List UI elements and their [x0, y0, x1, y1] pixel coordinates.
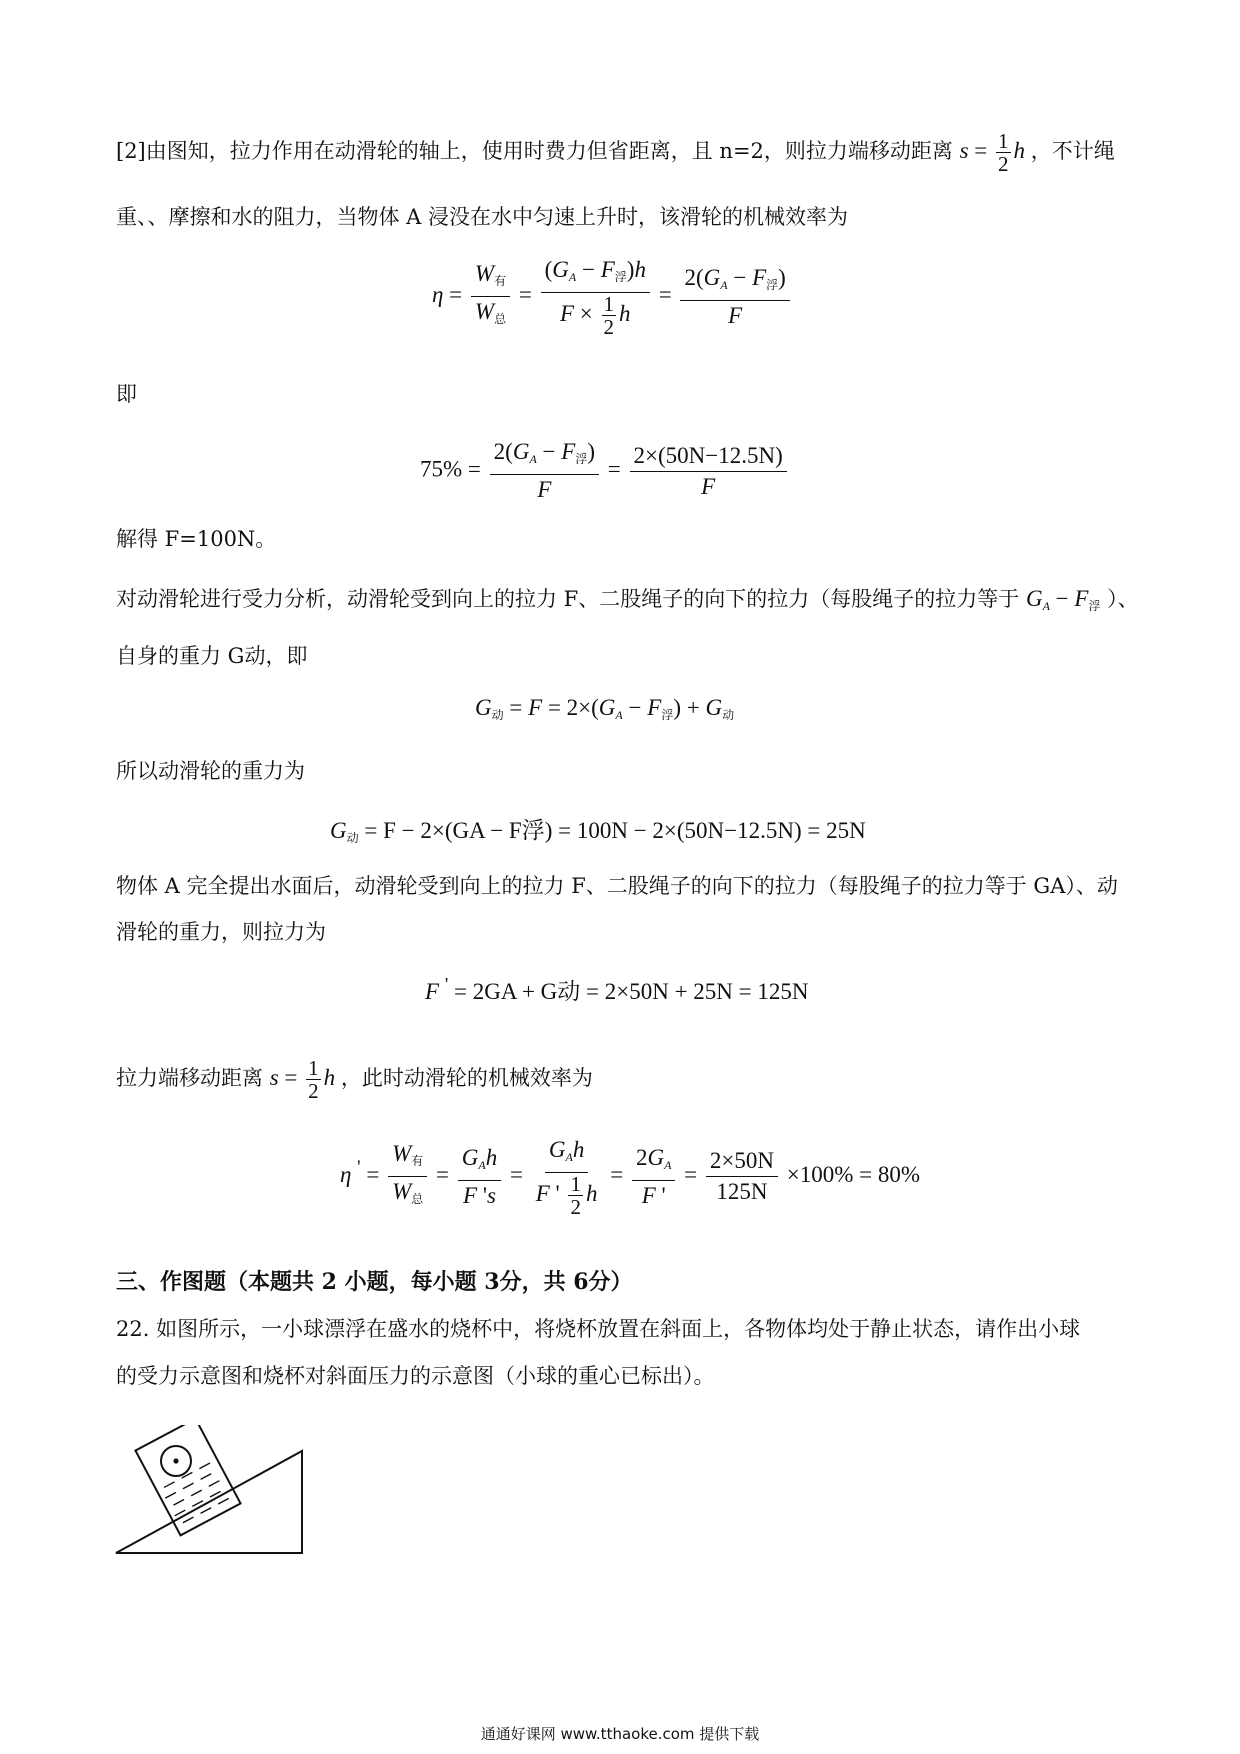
equation-force-balance: $G_动 = F = 2\times(G_A - F_浮) + G_动$ [475, 695, 735, 722]
text-line [116, 1057, 593, 1102]
page-footer: 通通好课网 www.tthaoke.com 提供下载 [480, 1725, 760, 1743]
equation-pulley-weight: $G_动 = F - 2\times(GA - F$浮) = 100N − 2×(50N−12.5N) = 25N [330, 818, 866, 845]
distance-formula: s = $\frac{1}{2}$ h [959, 129, 1026, 176]
question-text: 的受力示意图和烧杯对斜面压力的示意图（小球的重心已标出）。 [116, 1364, 715, 1388]
paragraph-text: 滑轮的重力，则拉力为 [116, 920, 326, 944]
text-line [116, 130, 1115, 175]
paragraph-text: 拉力端移动距离 [116, 1065, 263, 1090]
paragraph-text: 解得 F=100N。 [116, 527, 277, 551]
section-heading: 三、作图题（本题共 2 小题，每小题 3分，共 6分） [116, 1269, 633, 1295]
question-text: 22. 如图所示，一小球漂浮在盛水的烧杯中，将烧杯放置在斜面上，各物体均处于静止状态，请作出小球 [116, 1317, 1081, 1341]
beaker [135, 1425, 240, 1535]
equation-new-efficiency: η ' = $\frac{W_有}{W_总}$ = $\frac{G_Ah}{F 's}$ = $G_Ah$ F ' $\frac{1}{2}$ h = $\frac{2G_A}{F '}$ = $\frac{2\times 50N}{125N}$ ×100% = 80% [340, 1137, 920, 1219]
paragraph-text: ，不计绳 [1030, 138, 1115, 163]
paragraph-text: 自身的重力 G动，即 [116, 644, 308, 668]
distance-formula: s = $\frac{1}{2}$ h [269, 1056, 336, 1103]
equation-efficiency: η = $\frac{W_有}{W_总}$ = $(G_A - F_浮)h$ F × $\frac{1}{2}$ h = $\frac{2(G_A - F_浮)}{F}$ [432, 255, 793, 338]
incline-beaker-figure [110, 1425, 310, 1565]
inline-formula: $G_A - F_浮$ [1025, 586, 1101, 613]
paragraph-text: 对动滑轮进行受力分析，动滑轮受到向上的拉力 F、二股绳子的向下的拉力（每股绳子的拉力等于 [116, 587, 1020, 611]
paragraph-text: 重、、摩擦和水的阻力，当物体 A 浸没在水中匀速上升时，该滑轮的机械效率为 [116, 205, 849, 229]
text-line [116, 585, 1139, 620]
paragraph-text: 即 [116, 382, 137, 406]
paragraph-text: ，此时动滑轮的机械效率为 [340, 1065, 593, 1090]
equation-75-percent: 75% = $\frac{2(G_A - F_浮)}{F}$ = $\frac{2\times(50N-12.5N)}{F}$ [420, 437, 790, 505]
ball-center [173, 1458, 178, 1463]
equation-new-force: F ' = 2GA + G动 = 2×50N + 25N = 125N [425, 974, 809, 1004]
paragraph-text: [2]由图知，拉力作用在动滑轮的轴上，使用时费力但省距离，且 n=2，则拉力端移动距离 [116, 138, 953, 163]
paragraph-text: ）、 [1107, 587, 1139, 611]
paragraph-text: 所以动滑轮的重力为 [116, 759, 305, 783]
paragraph-text: 物体 A 完全提出水面后，动滑轮受到向上的拉力 F、二股绳子的向下的拉力（每股绳子的拉力等于 GA）、动 [116, 874, 1118, 898]
